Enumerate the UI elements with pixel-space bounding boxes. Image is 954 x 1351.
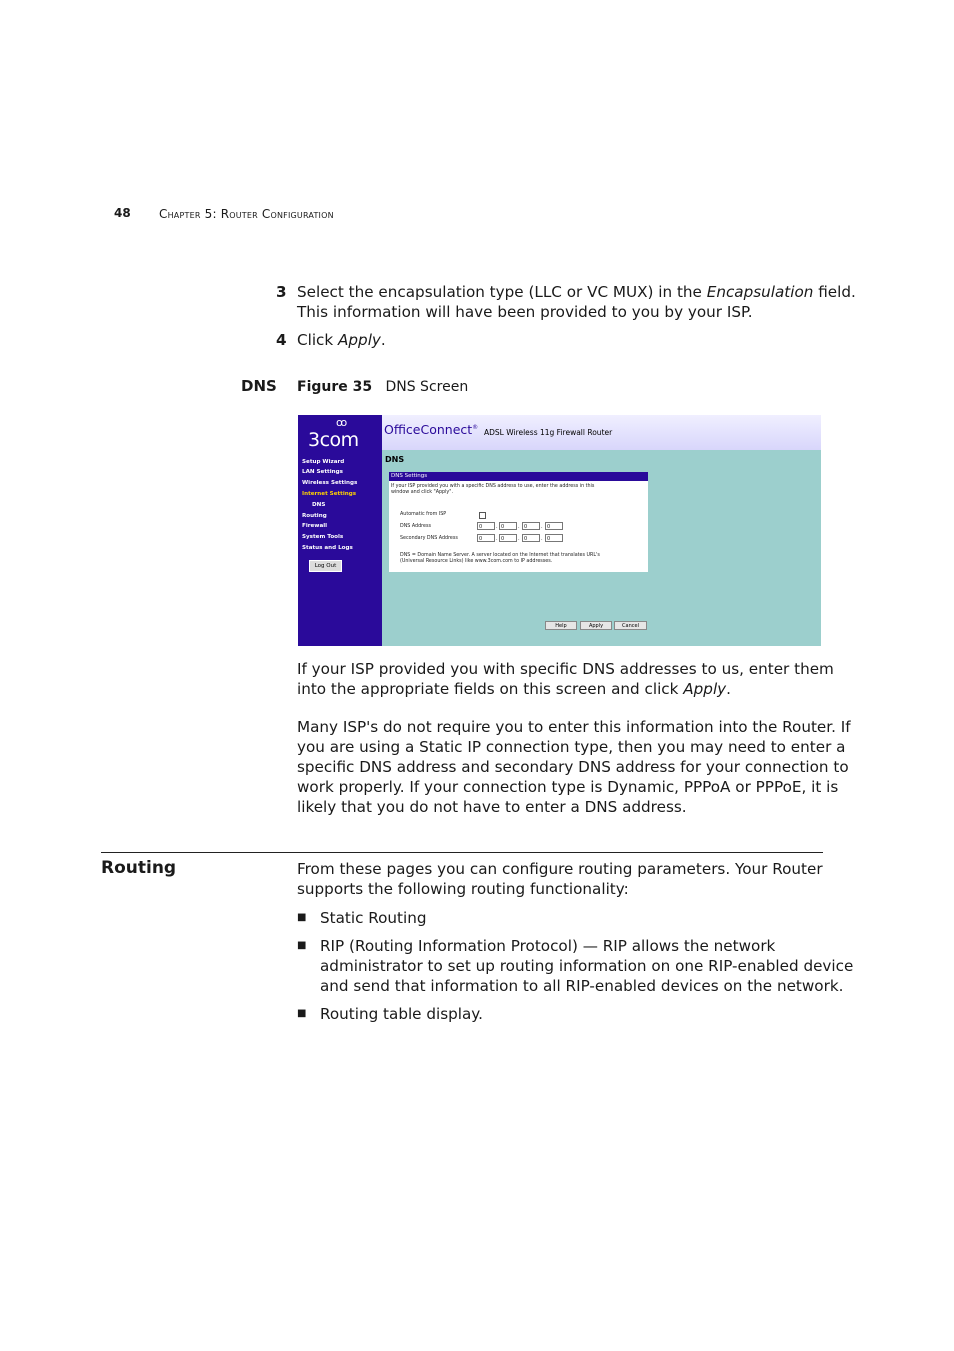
auto-from-isp-label: Automatic from ISP (400, 512, 447, 517)
step-text: Click Apply. (297, 331, 386, 349)
dns-paragraph-1-continued: into the appropriate fields on this screen and click Apply. (297, 680, 731, 698)
nav-routing[interactable]: Routing (302, 513, 327, 519)
bullet-item: Routing table display. (320, 1005, 483, 1023)
figure-caption: Figure 35 DNS Screen (297, 379, 469, 395)
nav-firewall[interactable]: Firewall (302, 523, 328, 529)
dns-octet-1[interactable]: 0 (477, 522, 495, 530)
nav-system-tools[interactable]: System Tools (302, 534, 344, 540)
section-divider (101, 852, 823, 853)
page-number: 48 (114, 206, 131, 220)
dns-paragraph-2: Many ISP's do not require you to enter this information into the Router. If you are using a Static IP connection type, then you may need to enter a specific DNS address and secondary DNS address for your connection to work properly. If your connection type is Dynamic, PPPoA or PPPoE, it is likely that you do not have to enter a DNS address. (297, 718, 851, 816)
panel-intro: If your ISP provided you with a specific DNS address to use, enter the address in this (391, 484, 595, 489)
dns-address-label: DNS Address (400, 524, 431, 529)
logout-button[interactable]: Log Out (309, 560, 342, 572)
nav-wireless-settings[interactable]: Wireless Settings (302, 480, 358, 486)
ip-separator: . (518, 536, 520, 542)
dns-screenshot (298, 415, 821, 646)
panel-intro-continued: window and click "Apply". (391, 489, 453, 495)
ip-separator: . (496, 524, 498, 530)
router-sidebar (298, 415, 382, 646)
help-button[interactable]: Help (545, 621, 577, 630)
dns-note-continued: (Universal Resource Links) like www.3com.com to IP addresses. (400, 558, 553, 564)
router-banner (382, 415, 821, 450)
3com-logo: 3com (308, 429, 359, 451)
dns-note: DNS = Domain Name Server. A server located on the Internet that translates URL's (400, 553, 600, 558)
section-heading-routing: Routing (101, 858, 177, 878)
sec-dns-octet-1[interactable]: 0 (477, 534, 495, 542)
ip-separator: . (541, 536, 543, 542)
nav-internet-settings[interactable]: Internet Settings (302, 491, 357, 497)
bullet-item: Static Routing (320, 909, 427, 927)
dns-settings-panel (389, 472, 648, 572)
step-number: 4 (276, 331, 287, 349)
bullet-icon: ■ (297, 940, 307, 951)
bullet-item: RIP (Routing Information Protocol) — RIP allows the network administrator to set up routing information on one RIP-enabled device and send that information to all RIP-enabled devices on the network. (320, 937, 854, 995)
nav-status-logs[interactable]: Status and Logs (302, 545, 353, 551)
apply-button[interactable]: Apply (580, 621, 612, 630)
step-text: Select the encapsulation type (LLC or VC MUX) in the Encapsulation field. (297, 283, 856, 301)
nav-lan-settings[interactable]: LAN Settings (302, 469, 343, 475)
auto-from-isp-checkbox[interactable] (479, 512, 486, 519)
dns-octet-3[interactable]: 0 (522, 522, 540, 530)
sec-dns-octet-3[interactable]: 0 (522, 534, 540, 542)
dns-paragraph-1: If your ISP provided you with specific DNS addresses to us, enter them (297, 660, 834, 678)
step-text-continued: This information will have been provided to you by your ISP. (297, 303, 753, 321)
brand-subtitle: ADSL Wireless 11g Firewall Router (484, 428, 613, 437)
sec-dns-octet-2[interactable]: 0 (499, 534, 517, 542)
ip-separator: . (518, 524, 520, 530)
content-heading: DNS (385, 455, 405, 464)
panel-title: DNS Settings (389, 472, 648, 481)
brand-name: OfficeConnect® (384, 422, 479, 437)
bullet-icon: ■ (297, 912, 307, 923)
section-heading-dns: DNS (241, 377, 277, 395)
ip-separator: . (541, 524, 543, 530)
routing-intro: From these pages you can configure routing parameters. Your Router supports the following routing functionality: (297, 860, 823, 898)
cancel-button[interactable]: Cancel (614, 621, 647, 630)
bullet-icon: ■ (297, 1008, 307, 1019)
nav-dns[interactable]: DNS (312, 502, 326, 508)
dns-octet-2[interactable]: 0 (499, 522, 517, 530)
nav-setup-wizard[interactable]: Setup Wizard (302, 459, 345, 465)
ip-separator: . (496, 536, 498, 542)
secondary-dns-label: Secondary DNS Address (400, 536, 458, 541)
step-number: 3 (276, 283, 287, 301)
chapter-title: Chapter 5: Router Configuration (159, 207, 334, 221)
router-content (382, 450, 821, 646)
logo-mark-icon: ꝏ (336, 416, 348, 429)
dns-octet-4[interactable]: 0 (545, 522, 563, 530)
sec-dns-octet-4[interactable]: 0 (545, 534, 563, 542)
